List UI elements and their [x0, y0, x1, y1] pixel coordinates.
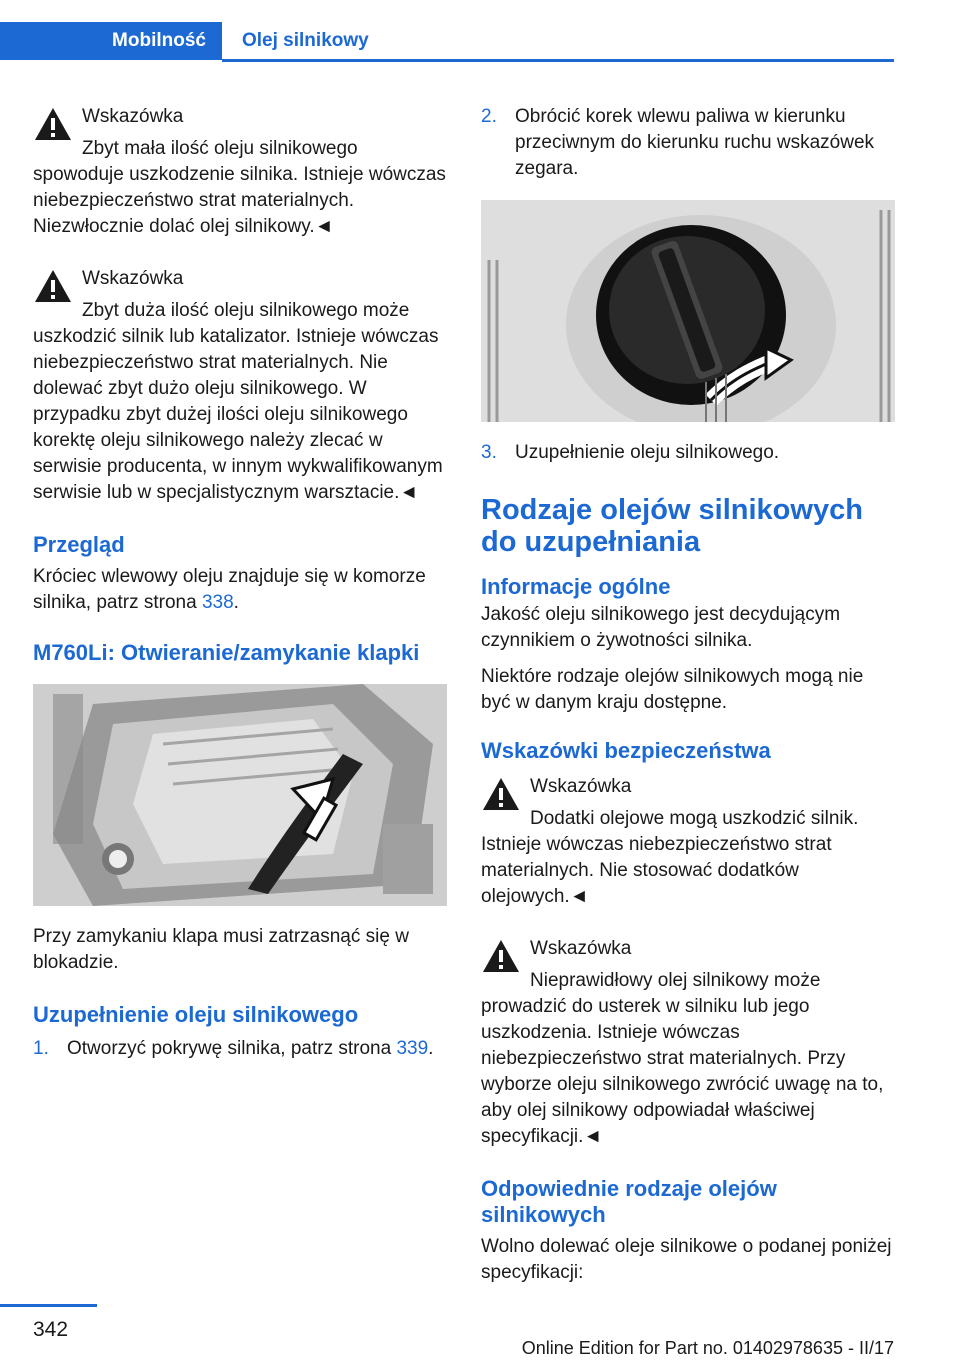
tab-section: Mobilność	[0, 22, 222, 60]
section-heading-proper: Odpowiednie rodzaje olejów silnikowych	[481, 1176, 777, 1227]
list-item	[481, 104, 895, 182]
right-column	[481, 104, 895, 1296]
section-heading-overview: Przegląd	[33, 532, 125, 557]
page-link-339[interactable]: 339	[396, 1038, 429, 1059]
warning-icon	[33, 268, 73, 304]
list-item	[481, 440, 895, 466]
engine-bay-photo	[33, 684, 447, 906]
warning-title: Wskazówka	[530, 938, 632, 959]
steps-list	[481, 104, 895, 182]
footer-rule	[0, 1304, 97, 1307]
main-heading: Rodzaje olejów silnikowych do uzupełniania	[481, 494, 863, 558]
section-heading-topup: Uzupełnienie oleju silnikowego	[33, 1002, 359, 1027]
warning-block	[481, 774, 895, 910]
overview-paragraph	[33, 564, 447, 616]
warning-text: Zbyt duża ilość oleju silnikowego może uszkodzić silnik lub katalizator. Istnieje wówczas niebezpieczeństwo strat materialnych. Nie dolewać zbyt dużo oleju silnikowego. W przypadku zbyt dużej ilości oleju silnikowego korektę oleju silnikowego należy zlecać w serwisie producenta, w innym wykwalifikowanym serwisie lub w specjalistycznym warsztacie.◄	[33, 300, 443, 503]
warning-block	[33, 266, 447, 506]
edition-info: Online Edition for Part no. 01402978635 - II/17	[521, 1338, 894, 1358]
step-text: Otworzyć pokrywę silnika, patrz strona	[67, 1038, 397, 1059]
section-heading-safety: Wskazówki bezpieczeństwa	[481, 738, 771, 763]
list-item	[33, 1036, 447, 1062]
step-number: 1.	[33, 1038, 49, 1059]
proper-paragraph: Wolno dolewać oleje silnikowe o podanej poniżej specyfikacji:	[481, 1236, 892, 1283]
warning-icon	[33, 106, 73, 142]
warning-title: Wskazówka	[82, 106, 184, 127]
step-text: Uzupełnienie oleju silnikowego.	[515, 442, 780, 463]
m760-paragraph: Przy zamykaniu klapa musi zatrzasnąć się w blokadzie.	[33, 926, 409, 973]
steps-list	[481, 440, 895, 466]
section-heading-m760: M760Li: Otwieranie/zamykanie klapki	[33, 640, 420, 665]
warning-title: Wskazówka	[530, 776, 632, 797]
step-number: 2.	[481, 106, 497, 127]
warning-text: Dodatki olejowe mogą uszkodzić silnik. Istnieje wówczas niebezpieczeństwo strat materialnych. Nie stosować dodatków olejowych.◄	[481, 808, 859, 907]
warning-icon	[481, 938, 521, 974]
section-heading-general: Informacje ogólne	[481, 574, 671, 599]
warning-text: Nieprawidłowy olej silnikowy może prowadzić do usterek w silniku lub jego uszkodzenia. Istnieje wówczas niebezpieczeństwo strat materialnych. Przy wyborze oleju silnikowego zwrócić uwagę na to, aby olej silnikowy odpowiadał właściwej specyfikacji.◄	[481, 970, 884, 1147]
header-rule	[222, 59, 894, 62]
warning-title: Wskazówka	[82, 268, 184, 289]
warning-block	[481, 936, 895, 1150]
step-end: .	[428, 1038, 434, 1059]
page-link-338[interactable]: 338	[201, 592, 234, 613]
tab-chapter: Olej silnikowy	[242, 30, 369, 51]
steps-list	[33, 1036, 447, 1062]
page-number: 342	[33, 1318, 69, 1341]
warning-text: Zbyt mała ilość oleju silnikowego spowoduje uszkodzenie silnika. Istnieje wówczas niebezpieczeństwo strat materialnych. Niezwłocznie dolać olej silnikowy.◄	[33, 138, 446, 237]
overview-text: Króciec wlewowy oleju znajduje się w komorze silnika, patrz strona	[33, 566, 426, 613]
step-number: 3.	[481, 442, 497, 463]
warning-icon	[481, 776, 521, 812]
page-header	[0, 22, 894, 60]
general-paragraph-1: Jakość oleju silnikowego jest decydującym czynnikiem o żywotności silnika.	[481, 604, 841, 651]
step-text: Obrócić korek wlewu paliwa w kierunku przeciwnym do kierunku ruchu wskazówek zegara.	[515, 106, 875, 179]
overview-end: .	[233, 592, 239, 613]
warning-block	[33, 104, 447, 240]
left-column	[33, 104, 447, 1072]
oil-cap-photo	[481, 200, 895, 422]
general-paragraph-2: Niektóre rodzaje olejów silnikowych mogą nie być w danym kraju dostępne.	[481, 666, 864, 713]
